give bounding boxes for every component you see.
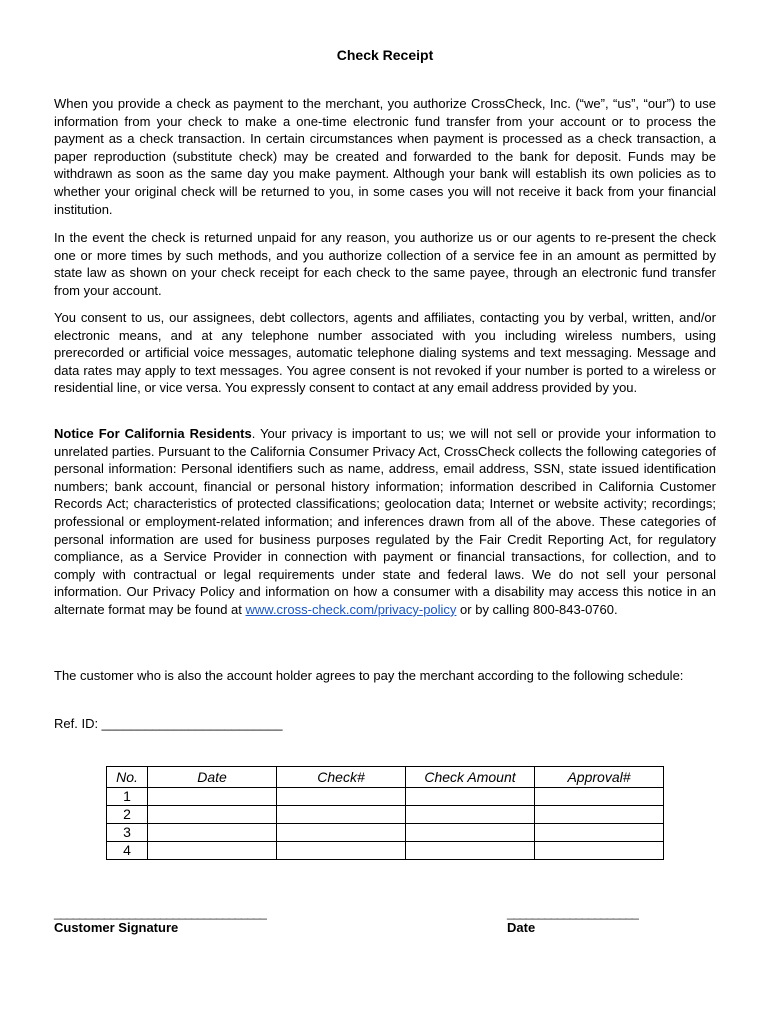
row-number: 1 (107, 788, 148, 806)
header-approval-number: Approval# (535, 767, 664, 788)
check-amount-cell[interactable] (406, 806, 535, 824)
table-header-row (107, 767, 664, 788)
check-amount-cell[interactable] (406, 788, 535, 806)
date-label: Date (507, 920, 536, 935)
header-check-amount: Check Amount (406, 767, 535, 788)
consent-paragraph: You consent to us, our assignees, debt collectors, agents and affiliates, contacting you by verbal, written, and/or electronic means, and at any telephone number associated with you including wireless numbers, using prerecorded or artificial voice messages, automatic telephone dialing systems and text messaging. Message and data rates may apply to text messages. You agree consent is not revoked if your number is ported to a wireless or residential line, or vice versa. You expressly consent to contact at any email address provided by you. (54, 310, 716, 396)
returned-check-paragraph: In the event the check is returned unpaid for any reason, you authorize us or our agents to re-present the check one or more times by such methods, and you authorize collection of a service fee in an amount as permitted by state law as shown on your check receipt for each check to the same payee, through an electronic fund transfer from your account. (54, 230, 716, 298)
table-row (107, 824, 664, 842)
table-row (107, 842, 664, 860)
check-number-cell[interactable] (277, 842, 406, 860)
california-notice-tail: or by calling 800-843-0760. (456, 601, 618, 617)
california-notice-heading: Notice For California Residents (54, 426, 252, 441)
row-number: 2 (107, 806, 148, 824)
date-cell[interactable] (148, 824, 277, 842)
approval-number-cell[interactable] (535, 788, 664, 806)
check-authorization-paragraph: When you provide a check as payment to the merchant, you authorize CrossCheck, Inc. (“we”, “us”, “our”) to use information from your check to make a one-time electronic fund transfer from your account or to process the payment as a check transaction. In certain circumstances when payment is processed as a check transaction, a paper reproduction (substitute check) may be created and forwarded to the bank for deposit. Funds may be withdrawn as soon as the same day you make payment. Although your bank will establish its own policies as to whether your original check will be returned to you, in some cases you will not receive it back from your financial institution. (54, 96, 716, 217)
header-no: No. (107, 767, 148, 788)
header-date: Date (148, 767, 277, 788)
date-cell[interactable] (148, 842, 277, 860)
approval-number-cell[interactable] (535, 824, 664, 842)
header-check-number: Check# (277, 767, 406, 788)
check-number-cell[interactable] (277, 788, 406, 806)
privacy-policy-link[interactable]: www.cross-check.com/privacy-policy (245, 601, 457, 617)
approval-number-cell[interactable] (535, 842, 664, 860)
payment-agreement-paragraph: The customer who is also the account holder agrees to pay the merchant according to the following schedule: (54, 668, 684, 683)
check-number-cell[interactable] (277, 806, 406, 824)
date-cell[interactable] (148, 806, 277, 824)
payment-schedule-table (106, 766, 664, 860)
check-amount-cell[interactable] (406, 842, 535, 860)
ref-id-field[interactable]: Ref. ID: _________________________ (54, 716, 283, 731)
check-amount-cell[interactable] (406, 824, 535, 842)
date-cell[interactable] (148, 788, 277, 806)
row-number: 3 (107, 824, 148, 842)
document-title: Check Receipt (336, 47, 434, 63)
check-number-cell[interactable] (277, 824, 406, 842)
table-row (107, 806, 664, 824)
customer-signature-label: Customer Signature (54, 920, 179, 935)
california-notice-paragraph (54, 425, 716, 619)
approval-number-cell[interactable] (535, 806, 664, 824)
table-row (107, 788, 664, 806)
signature-line[interactable]: __________________________________ (54, 905, 266, 920)
row-number: 4 (107, 842, 148, 860)
california-notice-body: . Your privacy is important to us; we will not sell or provide your information to unrelated parties. Pursuant to the California Consumer Privacy Act, CrossCheck collects the following categories of personal information: Personal identifiers such as name, address, email address, SSN, state issued identification numbers; bank account, financial or personal history information; information described in California Customer Records Act; characteristics of protected classifications; geolocation data; Internet or website activity; recordings; professional or employment-related information; and inferences drawn from all of the above. These categories of personal information are used for business purposes regulated by the Fair Credit Reporting Act, for regulatory compliance, as a Service Provider in connection with payment or financial transactions, for collection, and to comply with contractual or legal requirements under state and federal laws. We do not sell your personal information. Our Privacy Policy and information on how a consumer with a disability may access this notice in an alternate format may be found at (54, 426, 716, 617)
date-line[interactable]: _____________________ (507, 905, 638, 920)
